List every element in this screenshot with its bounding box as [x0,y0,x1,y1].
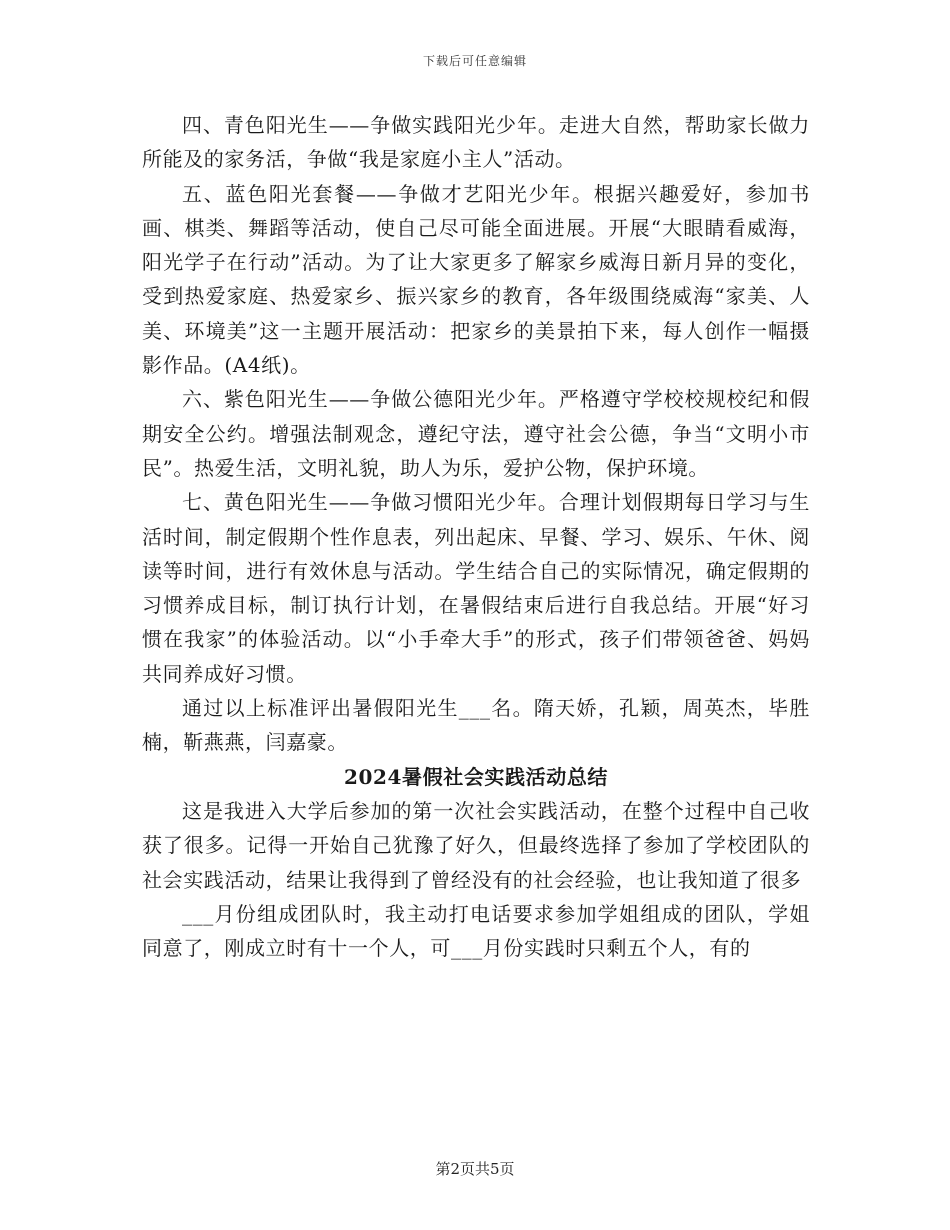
page-header-note: 下载后可任意编辑 [422,54,527,68]
document-body [142,108,810,965]
paragraph-result: 通过以上标准评出暑假阳光生___名。隋天娇，孔颖，周英杰，毕胜楠，靳燕燕，闫嘉豪。 [142,696,810,755]
paragraph-item-7: 七、黄色阳光生——争做习惯阳光少年。合理计划假期每日学习与生活时间，制定假期个性作息表，列出起床、早餐、学习、娱乐、午休、阅读等时间，进行有效休息与活动。学生结合自己的实际情况，确定假期的习惯养成目标，制订执行计划，在暑假结束后进行自我总结。开展“好习惯在我家”的体验活动。以“小手牵大手”的形式，孩子们带领爸爸、妈妈共同养成好习惯。 [142,490,810,686]
page-number: 第2页共5页 [435,1160,515,1178]
paragraph-item-4: 四、青色阳光生——争做实践阳光少年。走进大自然，帮助家长做力所能及的家务活，争做“我是家庭小主人”活动。 [142,113,810,172]
paragraph-item-5: 五、蓝色阳光套餐——争做才艺阳光少年。根据兴趣爱好，参加书画、棋类、舞蹈等活动，使自己尽可能全面进展。开展“大眼睛看威海，阳光学子在行动”活动。为了让大家更多了解家乡威海日新月异的变化，受到热爱家庭、热爱家乡、振兴家乡的教育，各年级围绕威海“家美、人美、环境美”这一主题开展活动：把家乡的美景拍下来，每人创作一幅摄影作品。(A4纸)。 [142,181,810,378]
section-title: 2024暑假社会实践活动总结 [343,764,609,789]
section-paragraph-intro: 这是我进入大学后参加的第一次社会实践活动，在整个过程中自己收获了很多。记得一开始自己犹豫了好久，但最终选择了参加了学校团队的社会实践活动，结果让我得到了曾经没有的社会经验，也让我知道了很多 [142,798,810,892]
paragraph-item-6: 六、紫色阳光生——争做公德阳光少年。严格遵守学校校规校纪和假期安全公约。增强法制观念，遵纪守法，遵守社会公德，争当“文明小市民”。热爱生活，文明礼貌，助人为乐，爱护公物，保护环境。 [142,387,810,480]
section-paragraph-team: ___月份组成团队时，我主动打电话要求参加学姐组成的团队，学姐同意了，刚成立时有十一个人，可___月份实践时只剩五个人，有的 [142,901,810,961]
